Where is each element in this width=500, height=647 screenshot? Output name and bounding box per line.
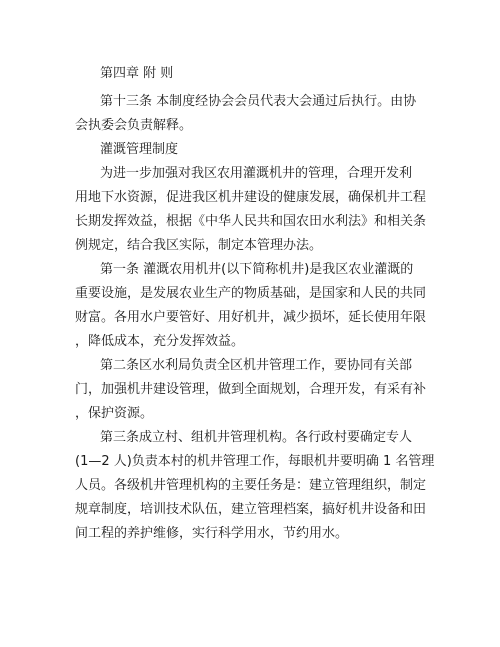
article-1-line-2: 重要设施，是发展农业生产的物质基础，是国家和人民的共同 (75, 286, 427, 301)
article-3-line-2: (1—2 人)负责本村的机井管理工作，每眼机井要明确 1 名管理 (75, 454, 435, 469)
preamble-line-1: 为进一步加强对我区农用灌溉机井的管理，合理开发利 (100, 166, 413, 181)
preamble-line-2: 用地下水资源，促进我区机井建设的健康发展，确保机井工程 (75, 190, 427, 205)
article-3-line-4: 规章制度，培训技术队伍，建立管理档案，搞好机井设备和田 (75, 502, 427, 517)
chapter-heading: 第四章 附 则 (100, 66, 174, 81)
article-2-line-1: 第二条区水利局负责全区机井管理工作，要协同有关部 (100, 358, 413, 373)
article-1-line-4: ，降低成本，充分发挥效益。 (75, 334, 245, 349)
article-2-line-3: ，保护资源。 (75, 406, 154, 421)
document-title: 灌溉管理制度 (100, 142, 179, 157)
article-13-line-1: 第十三条 本制度经协会会员代表大会通过后执行。由协 (100, 94, 417, 109)
article-1-line-1: 第一条 灌溉农用机井(以下简称机井)是我区农业灌溉的 (100, 262, 414, 277)
article-3-line-1: 第三条成立村、组机井管理机构。各行政村要确定专人 (100, 430, 413, 445)
article-2-line-2: 门，加强机井建设管理，做到全面规划，合理开发，有采有补 (75, 382, 427, 397)
preamble-line-4: 例规定，结合我区实际，制定本管理办法。 (75, 238, 323, 253)
article-13-line-2: 会执委会负责解释。 (75, 118, 193, 133)
preamble-line-3: 长期发挥效益，根据《中华人民共和国农田水利法》和相关条 (75, 214, 427, 229)
article-3-line-5: 间工程的养护维修，实行科学用水，节约用水。 (75, 526, 349, 541)
article-1-line-3: 财富。各用水户要管好、用好机井，减少损坏，延长使用年限 (75, 310, 427, 325)
article-3-line-3: 人员。各级机井管理机构的主要任务是：建立管理组织，制定 (75, 478, 427, 493)
